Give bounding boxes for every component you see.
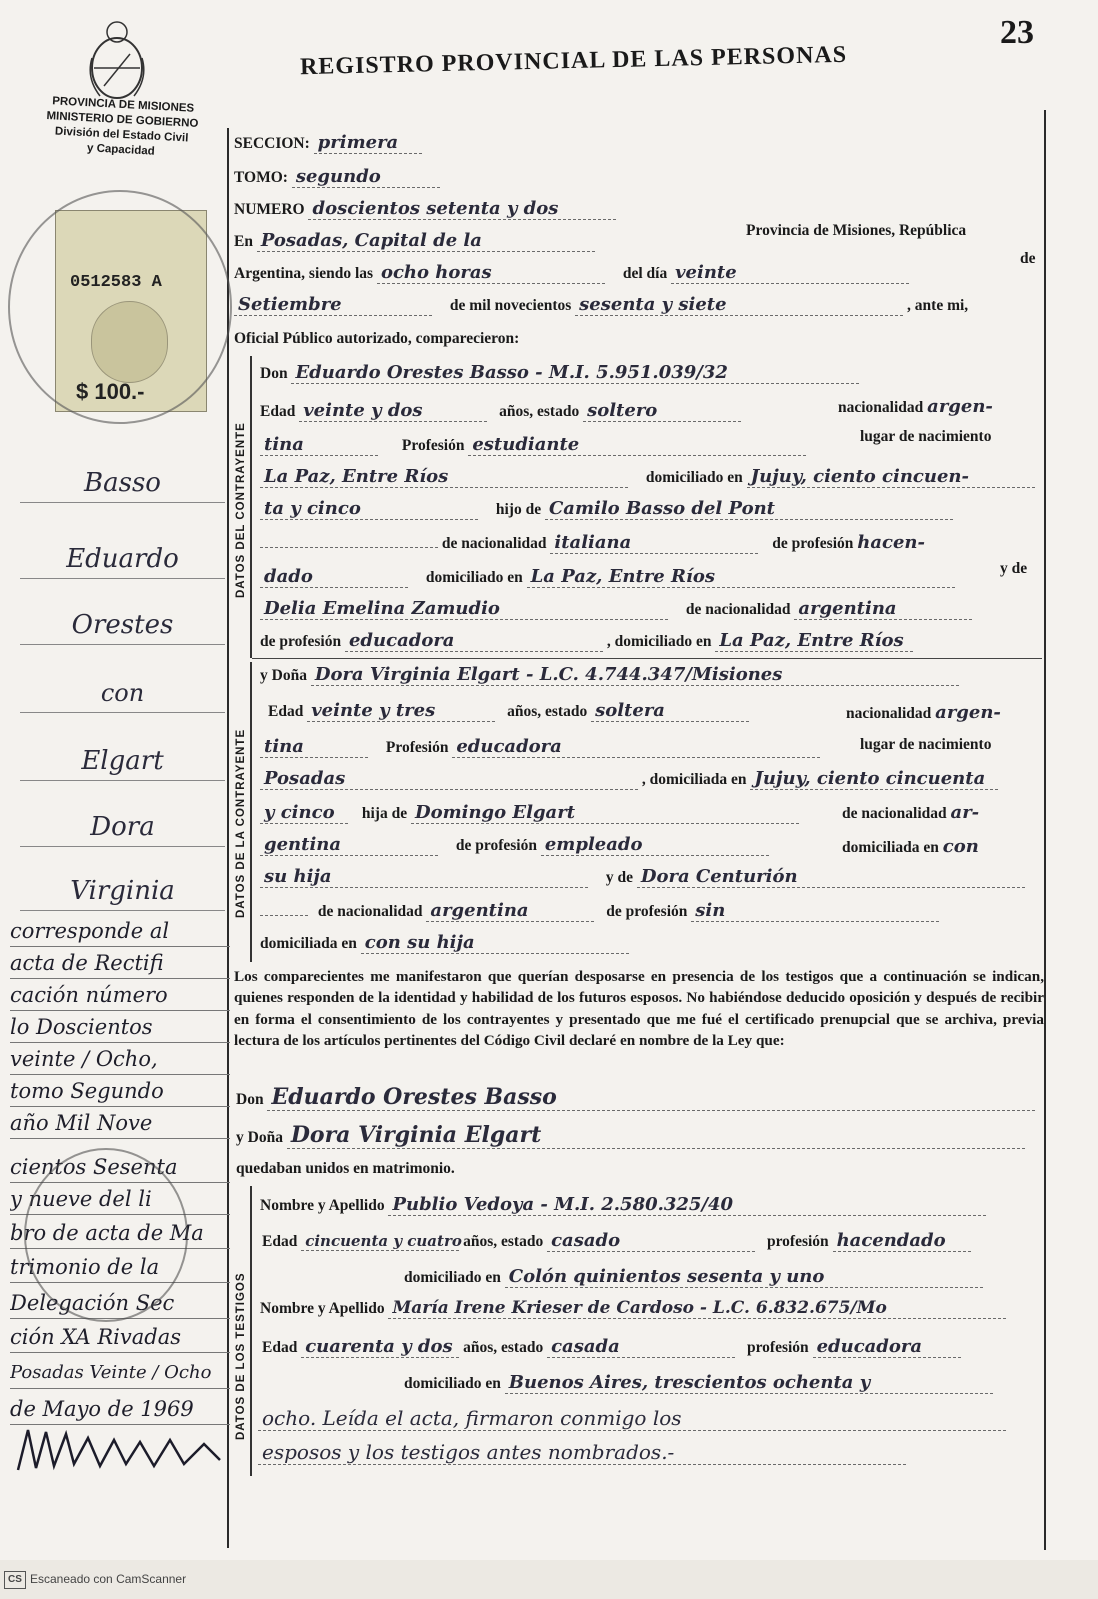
signature <box>14 1420 226 1480</box>
f-dona-label: y Doña <box>260 667 307 684</box>
office-line-2: MINISTERIO DE GOBIERNO <box>46 110 199 130</box>
f-padre-prof-label: de profesión <box>455 837 537 854</box>
office-line-1: PROVINCIA DE MISIONES <box>51 95 195 115</box>
de-label: de <box>1020 250 1036 267</box>
c-domicilio-label: domiciliado en <box>645 469 743 486</box>
f-madre-value: Dora Centurión <box>637 866 1025 888</box>
margin-note-8: cientos Sesenta <box>10 1152 230 1183</box>
delegation-seal <box>24 1148 188 1322</box>
c-nac-value-b: tina <box>260 434 378 456</box>
t1-profesion-value: hacendado <box>833 1230 971 1252</box>
t1-edad-value: cincuenta y cuatro <box>301 1232 459 1251</box>
scanner-watermark: Escaneado con CamScanner <box>30 1572 187 1586</box>
f-edad-line <box>268 700 749 722</box>
c-edad-label: Edad <box>260 403 296 420</box>
decl-dona-value: Dora Virginia Elgart <box>287 1122 1025 1149</box>
f-padre-dom-field <box>842 836 979 857</box>
t1-anios-label: años, estado <box>463 1233 544 1250</box>
contrayenta-bracket <box>250 662 252 962</box>
ante-label: , ante mi, <box>907 297 969 314</box>
f-padre-dom-label: domiciliada en <box>842 839 939 856</box>
f-madre-dom-label: domiciliada en <box>260 935 357 952</box>
t2-profesion-value: educadora <box>813 1336 961 1358</box>
margin-note-6: tomo Segundo <box>10 1076 230 1107</box>
round-seal <box>8 190 232 424</box>
oficial-text: Oficial Público autorizado, comparecieron: <box>234 330 520 347</box>
f-domicilio-value-a: Jujuy, ciento cincuenta <box>750 768 998 790</box>
f-domicilio-value-b: y cinco <box>260 802 348 824</box>
f-anios-label: años, estado <box>507 703 588 720</box>
f-nac-value-b: tina <box>260 736 368 758</box>
scanner-logo-icon: CS <box>4 1571 26 1589</box>
c-madre-dom-value: La Paz, Entre Ríos <box>715 630 913 652</box>
f-domicilio-label: , domiciliada en <box>641 771 747 788</box>
f-hija-label: hija de <box>361 805 408 822</box>
t1-domicilio-label: domiciliado en <box>404 1269 501 1286</box>
lugar-value: Posadas, Capital de la <box>257 230 595 252</box>
f-madre-dom-line <box>260 932 629 954</box>
c-madre-prof-label: de profesión <box>260 633 342 650</box>
c-madre-nac-label: de nacionalidad <box>685 601 791 618</box>
mes-value: Setiembre <box>234 294 432 316</box>
testigos-section-label: DATOS DE LOS TESTIGOS <box>235 1272 247 1440</box>
f-edad-label: Edad <box>268 703 304 720</box>
f-nac-value-a: argen- <box>935 702 1001 723</box>
f-padre-nac-label: de nacionalidad <box>842 805 947 822</box>
t2-nombre-value: María Irene Krieser de Cardoso - L.C. 6.832.675/Mo <box>388 1298 1006 1319</box>
section-divider <box>252 658 1042 659</box>
stamp-amount: $ 100.- <box>76 379 145 404</box>
c-madre-prof-value: educadora <box>345 630 603 652</box>
decl-dona-line <box>236 1122 1025 1149</box>
c-madre-line <box>260 598 972 620</box>
margin-note-12: Delegación Sec <box>10 1288 230 1319</box>
c-padre-prof-label: de profesión <box>772 535 854 552</box>
anio-value: sesenta y siete <box>575 294 903 316</box>
cierre-line-2 <box>258 1440 906 1465</box>
f-yde-label: y de <box>605 869 633 886</box>
margin-name-6: Dora <box>20 810 225 847</box>
page-number: 23 <box>1000 14 1034 51</box>
tomo-label: TOMO: <box>234 169 288 186</box>
decl-don-value: Eduardo Orestes Basso <box>267 1084 1035 1111</box>
f-madre-nac-line <box>260 900 939 922</box>
margin-note-10: bro de acta de Ma <box>10 1218 230 1249</box>
t2-domicilio-value: Buenos Aires, trescientos ochenta y <box>505 1372 993 1394</box>
right-edge-rule <box>1044 110 1046 1550</box>
f-madre-line <box>260 866 1025 888</box>
c-nombre-line <box>260 362 859 384</box>
anio-label: de mil novecientos <box>449 297 572 314</box>
f-hija-line <box>260 802 799 824</box>
numero-field <box>234 198 616 220</box>
c-madre-value: Delia Emelina Zamudio <box>260 598 668 620</box>
stamp-serial: 0512583 A <box>70 273 162 292</box>
f-profesion-label: Profesión <box>385 739 449 756</box>
t1-estado-value: casado <box>547 1230 755 1252</box>
t2-profesion-label: profesión <box>746 1339 809 1356</box>
tomo-value: segundo <box>292 166 440 188</box>
c-domicilio-value-b: ta y cinco <box>260 498 478 520</box>
f-madre-nac-value: argentina <box>426 900 594 922</box>
margin-name-5: Elgart <box>20 744 225 781</box>
f-profesion-value: educadora <box>452 736 820 758</box>
c-profesion-value: estudiante <box>468 434 806 456</box>
margin-name-3: Orestes <box>20 608 225 645</box>
f-lugar-value: Posadas <box>260 768 638 790</box>
decl-dona-label: y Doña <box>236 1129 283 1146</box>
c-padre-nac-value: italiana <box>550 532 758 554</box>
margin-note-9: y nueve del li <box>10 1184 230 1215</box>
c-padre-nac-line <box>260 532 925 554</box>
f-padre-nac-field <box>842 802 979 823</box>
numero-label: NUMERO <box>234 201 305 218</box>
provincia-text: Provincia de Misiones, República <box>746 222 967 239</box>
margin-note-14: Posadas Veinte / Ocho <box>10 1358 230 1389</box>
c-lugar-label: lugar de nacimiento <box>860 428 992 445</box>
decl-don-line <box>236 1084 1035 1111</box>
t1-profesion-label: profesión <box>766 1233 829 1250</box>
t1-domicilio-line <box>404 1266 983 1288</box>
cierre-value-a: ocho. Leída el acta, firmaron conmigo los <box>258 1406 1006 1431</box>
c-edad-line <box>260 400 741 422</box>
lugar-line <box>234 230 595 252</box>
c-padre-prof-value-a: hacen- <box>857 532 925 553</box>
c-madre-nac-value: argentina <box>794 598 972 620</box>
c-padre-prof-value-b: dado <box>260 566 408 588</box>
margin-name-2: Eduardo <box>20 542 225 579</box>
margin-note-5: veinte / Ocho, <box>10 1044 230 1075</box>
margin-name-7: Virginia <box>20 874 225 911</box>
c-don-label: Don <box>260 365 288 382</box>
declaration-paragraph: Los comparecientes me manifestaron que querían desposarse en presencia de los testigos que a continuación se indican, quienes responden de la identidad y habilidad de los futuros esposos. No habiéndose deducido oposición y después de recibir en forma el consentimiento de los contrayentes y presentado que me fué el certificado prenupcial que se archiva, previa lectura de los artículos pertinentes del Código Civil declaré en nombre de la Ley que: <box>234 968 1044 1049</box>
f-madre-prof-value: sin <box>691 900 939 922</box>
t2-domicilio-line <box>404 1372 993 1394</box>
f-nombre-line <box>260 664 959 686</box>
f-madre-nac-label: de nacionalidad <box>317 903 423 920</box>
hora-line <box>234 262 909 284</box>
c-padre-value: Camilo Basso del Pont <box>545 498 953 520</box>
c-domicilio-value-a: Jujuy, ciento cincuen- <box>747 466 1035 488</box>
decl-unidos: quedaban unidos en matrimonio. <box>236 1160 455 1177</box>
fecha-line <box>234 294 968 316</box>
office-line-3: División del Estado Civil <box>54 125 189 145</box>
f-nac-label: nacionalidad <box>846 705 932 722</box>
t1-nombre-value: Publio Vedoya - M.I. 2.580.325/40 <box>388 1194 986 1216</box>
t1-edad-line <box>262 1230 971 1252</box>
f-madre-dom-value: con su hija <box>361 932 629 954</box>
t1-nombre-label: Nombre y Apellido <box>260 1197 385 1214</box>
contrayente-bracket <box>250 356 252 658</box>
page-title: REGISTRO PROVINCIAL DE LAS PERSONAS <box>299 41 848 81</box>
f-padre-prof-value: empleado <box>541 834 769 856</box>
t2-estado-value: casada <box>547 1336 735 1358</box>
t2-edad-label: Edad <box>262 1339 298 1356</box>
numero-value: doscientos setenta y dos <box>308 198 616 220</box>
t2-anios-label: años, estado <box>463 1339 544 1356</box>
c-hijo-line <box>260 498 953 520</box>
f-estado-value: soltera <box>591 700 749 722</box>
argentina-text: Argentina, siendo las <box>234 265 374 282</box>
margin-note-1: corresponde al <box>10 916 230 947</box>
tomo-field <box>234 166 440 188</box>
en-label: En <box>234 233 253 250</box>
margin-note-7: año Mil Nove <box>10 1108 230 1139</box>
c-lugar-value: La Paz, Entre Ríos <box>260 466 628 488</box>
f-padre-dom-value-b: su hija <box>260 866 588 888</box>
c-profesion-label: Profesión <box>401 437 465 454</box>
c-anios-label: años, estado <box>499 403 580 420</box>
margin-name-1: Basso <box>20 466 225 503</box>
f-padre-dom-value-a: con <box>942 836 979 857</box>
testigos-bracket <box>250 1186 252 1476</box>
c-profesion-line <box>260 434 806 456</box>
margin-note-15: de Mayo de 1969 <box>10 1394 230 1425</box>
f-domicilio-line <box>260 768 998 790</box>
t2-nombre-line <box>260 1298 1006 1319</box>
decl-don-label: Don <box>236 1091 264 1108</box>
contrayente-section-label: DATOS DEL CONTRAYENTE <box>235 422 247 598</box>
c-yde-label: y de <box>1000 560 1028 577</box>
f-profesion-line <box>260 736 820 758</box>
c-padre-nac-label: de nacionalidad <box>441 535 547 552</box>
c-madre-dom-label: , domiciliado en <box>606 633 712 650</box>
dia-value: veinte <box>671 262 909 284</box>
margin-note-4: lo Doscientos <box>10 1012 230 1043</box>
c-nac-label: nacionalidad <box>838 399 924 416</box>
seccion-label: SECCION: <box>234 135 310 152</box>
t2-edad-value: cuarenta y dos <box>301 1336 459 1358</box>
dia-label: del día <box>622 265 668 282</box>
contrayenta-section-label: DATOS DE LA CONTRAYENTE <box>235 728 247 918</box>
f-padre-nac-value-b: gentina <box>260 834 438 856</box>
margin-name-4: con <box>20 676 225 713</box>
cierre-line-1 <box>258 1406 1006 1431</box>
c-estado-value: soltero <box>583 400 741 422</box>
cierre-value-b: esposos y los testigos antes nombrados.- <box>258 1440 906 1465</box>
c-padre-dom-line <box>260 566 955 588</box>
office-header <box>21 93 224 163</box>
t1-edad-label: Edad <box>262 1233 298 1250</box>
f-edad-value: veinte y tres <box>307 700 495 722</box>
c-domicilio-line <box>260 466 1035 488</box>
office-line-4: y Capacidad <box>86 142 155 158</box>
margin-note-2: acta de Rectifi <box>10 948 230 979</box>
f-nac-field <box>846 702 1001 723</box>
margin-note-11: trimonio de la <box>10 1252 230 1283</box>
c-nac-field <box>838 396 993 417</box>
f-padre-value: Domingo Elgart <box>411 802 799 824</box>
c-nac-value-a: argen- <box>927 396 993 417</box>
t1-domicilio-value: Colón quinientos sesenta y uno <box>505 1266 983 1288</box>
f-madre-prof-label: de profesión <box>606 903 688 920</box>
coat-of-arms-icon <box>82 18 152 104</box>
f-nombre-value: Dora Virginia Elgart - L.C. 4.744.347/Misiones <box>311 664 959 686</box>
f-padre-prof-line <box>260 834 769 856</box>
c-edad-value: veinte y dos <box>299 400 487 422</box>
c-hijo-label: hijo de <box>495 501 542 518</box>
margin-note-3: cación número <box>10 980 230 1011</box>
t2-edad-line <box>262 1336 961 1358</box>
t2-domicilio-label: domiciliado en <box>404 1375 501 1392</box>
f-padre-nac-value-a: ar- <box>950 802 980 823</box>
c-padre-dom-label: domiciliado en <box>425 569 523 586</box>
hora-value: ocho horas <box>377 262 605 284</box>
t2-nombre-label: Nombre y Apellido <box>260 1300 385 1317</box>
f-lugar-label: lugar de nacimiento <box>860 736 992 753</box>
margin-note-13: ción XA Rivadas <box>10 1322 230 1353</box>
seccion-value: primera <box>314 132 422 154</box>
t1-nombre-line <box>260 1194 986 1216</box>
c-padre-dom-value: La Paz, Entre Ríos <box>527 566 955 588</box>
c-madre-prof-line <box>260 630 913 652</box>
seccion-field <box>234 132 422 154</box>
c-nombre-value: Eduardo Orestes Basso - M.I. 5.951.039/32 <box>291 362 859 384</box>
